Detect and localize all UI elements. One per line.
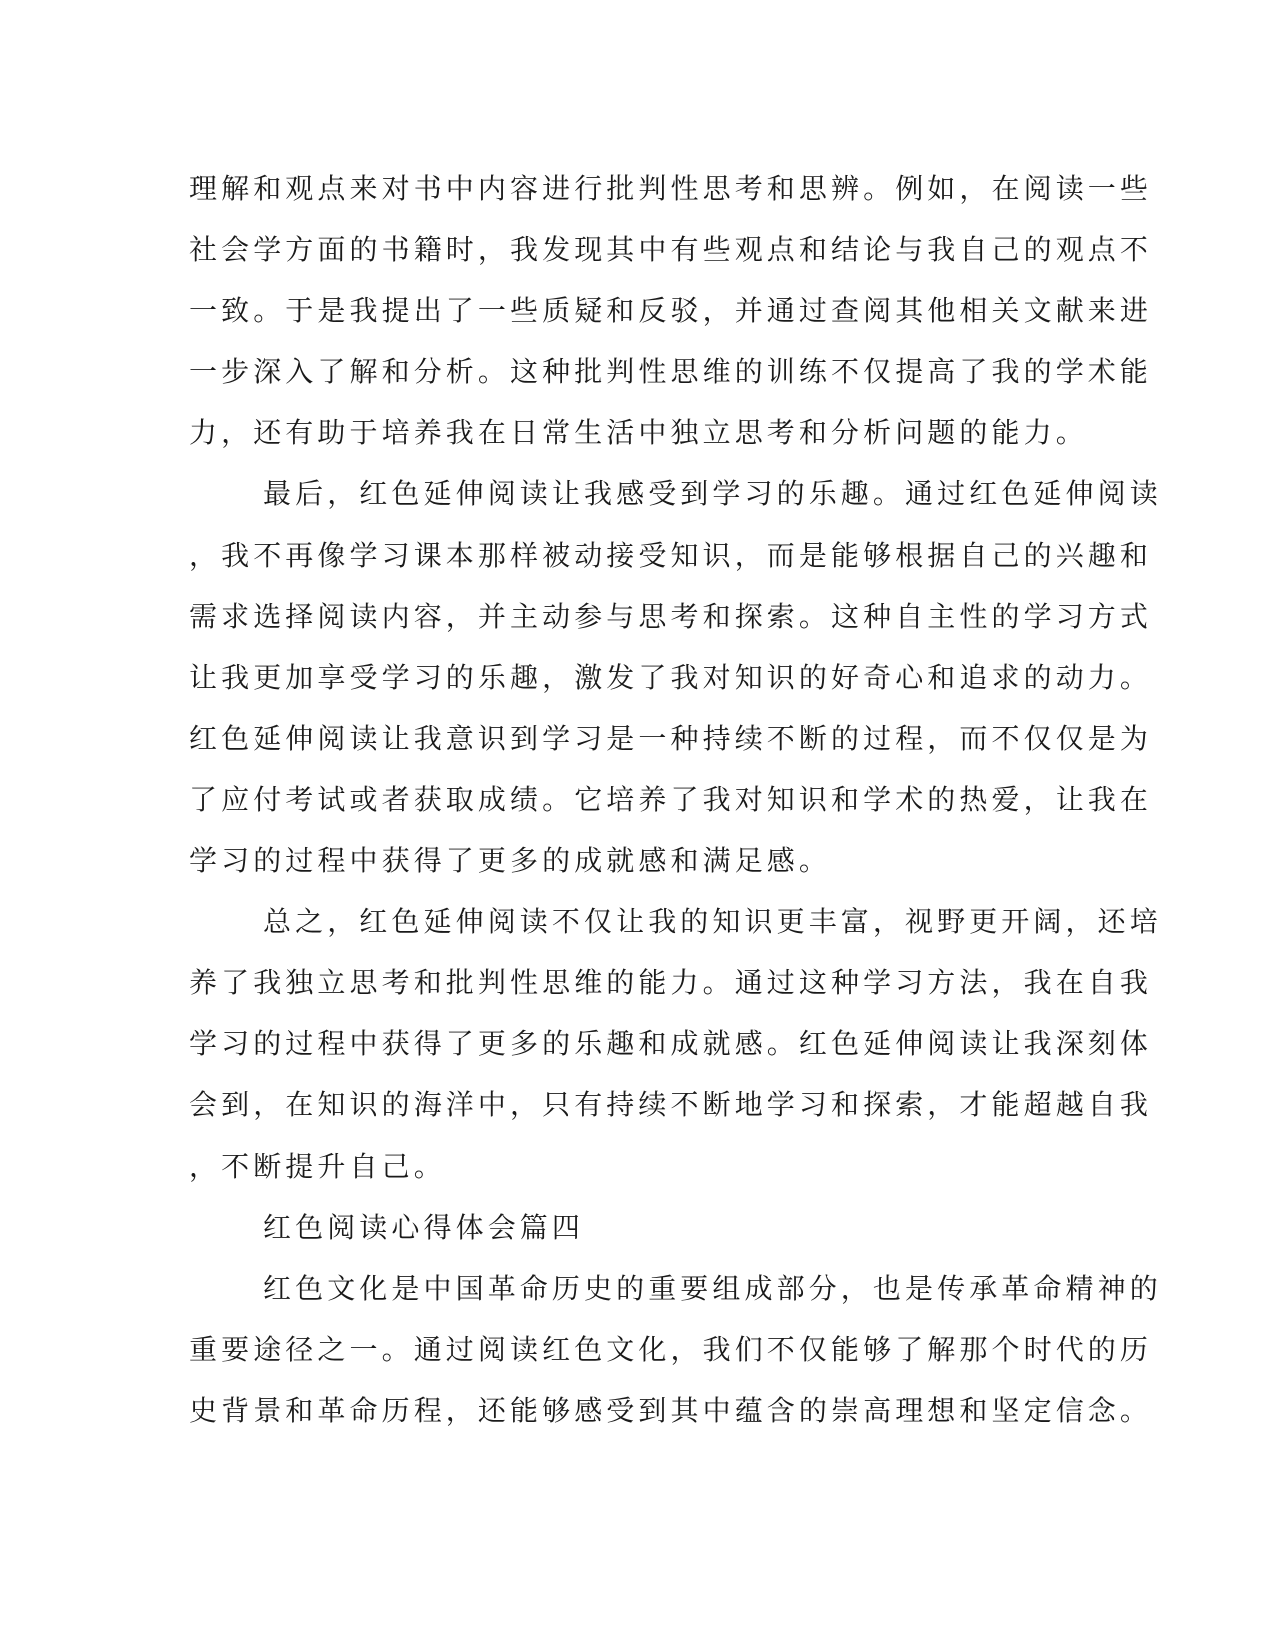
text-line: 养了我独立思考和批判性思维的能力。通过这种学习方法，我在自我 — [189, 966, 1153, 1000]
document-body — [189, 158, 1162, 1441]
paragraph-first-line: 总之，红色延伸阅读不仅让我的知识更丰富，视野更开阔，还培 — [263, 905, 1162, 939]
text-line: 史背景和革命历程，还能够感受到其中蕴含的崇高理想和坚定信念。 — [189, 1393, 1153, 1427]
text-line: 一步深入了解和分析。这种批判性思维的训练不仅提高了我的学术能 — [189, 355, 1153, 389]
text-line: 社会学方面的书籍时，我发现其中有些观点和结论与我自己的观点不 — [189, 233, 1153, 267]
text-line: 力，还有助于培养我在日常生活中独立思考和分析问题的能力。 — [189, 416, 1088, 450]
text-line: 了应付考试或者获取成绩。它培养了我对知识和学术的热爱，让我在 — [189, 782, 1153, 816]
text-line: 需求选择阅读内容，并主动参与思考和探索。这种自主性的学习方式 — [189, 599, 1153, 633]
text-line: 理解和观点来对书中内容进行批判性思考和思辨。例如，在阅读一些 — [189, 172, 1153, 205]
text-line: ，我不再像学习课本那样被动接受知识，而是能够根据自己的兴趣和 — [189, 538, 1153, 572]
text-line: ，不断提升自己。 — [189, 1149, 446, 1183]
text-line: 重要途径之一。通过阅读红色文化，我们不仅能够了解那个时代的历 — [189, 1332, 1153, 1366]
text-line: 一致。于是我提出了一些质疑和反驳，并通过查阅其他相关文献来进 — [189, 294, 1153, 328]
text-line: 红色延伸阅读让我意识到学习是一种持续不断的过程，而不仅仅是为 — [189, 721, 1153, 755]
paragraph-first-line: 红色文化是中国革命历史的重要组成部分，也是传承革命精神的 — [263, 1271, 1162, 1305]
paragraph-first-line: 最后，红色延伸阅读让我感受到学习的乐趣。通过红色延伸阅读 — [263, 477, 1162, 511]
text-line: 让我更加享受学习的乐趣，激发了我对知识的好奇心和追求的动力。 — [189, 660, 1153, 694]
paragraph-first-line: 红色阅读心得体会篇四 — [263, 1210, 585, 1244]
text-line: 学习的过程中获得了更多的成就感和满足感。 — [189, 844, 832, 878]
text-line: 学习的过程中获得了更多的乐趣和成就感。红色延伸阅读让我深刻体 — [189, 1027, 1153, 1061]
text-line: 会到，在知识的海洋中，只有持续不断地学习和探索，才能超越自我 — [189, 1088, 1153, 1122]
